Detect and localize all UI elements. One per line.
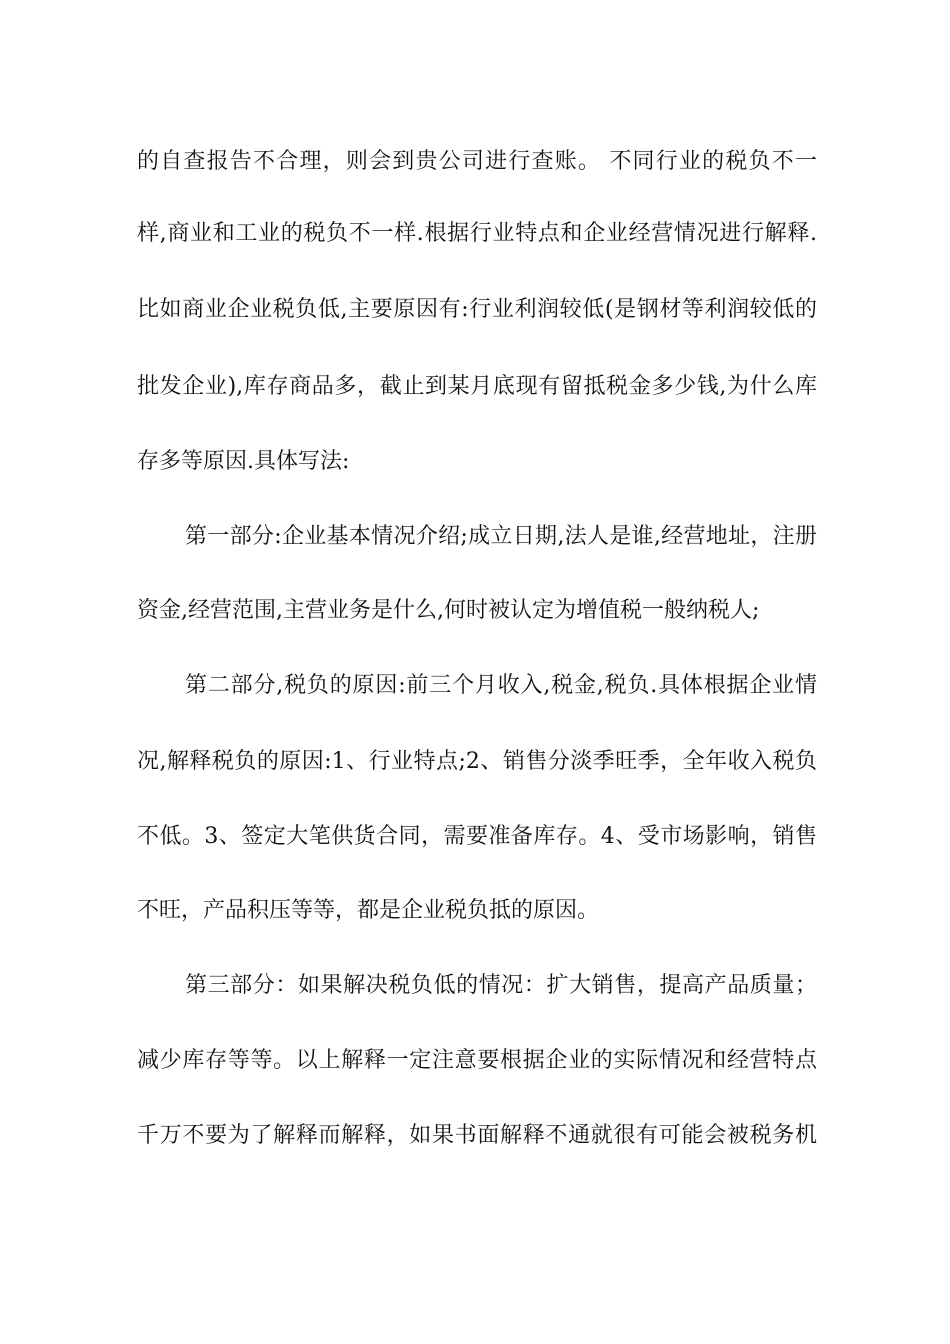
text-line-6: 第一部分:企业基本情况介绍;成立日期,法人是谁,经营地址，注册 [185, 524, 817, 549]
text-line-4: 批发企业),库存商品多，截止到某月底现有留抵税金多少钱,为什么库 [137, 374, 817, 399]
text-line-1: 的自查报告不合理，则会到贵公司进行查账。 不同行业的税负不一 [137, 149, 817, 174]
text-line-2: 样,商业和工业的税负不一样.根据行业特点和企业经营情况进行解释. [137, 221, 817, 246]
text-line-14: 千万不要为了解释而解释，如果书面解释不通就很有可能会被税务机 [137, 1123, 817, 1148]
text-line-11: 不旺，产品积压等等，都是企业税负抵的原因。 [137, 898, 600, 923]
text-line-13: 减少库存等等。以上解释一定注意要根据企业的实际情况和经营特点 [137, 1048, 817, 1073]
text-line-12: 第三部分：如果解决税负低的情况：扩大销售，提高产品质量； [185, 973, 817, 998]
text-line-9: 况,解释税负的原因:1、行业特点;2、销售分淡季旺季，全年收入税负 [137, 749, 817, 774]
text-line-8: 第二部分,税负的原因:前三个月收入,税金,税负.具体根据企业情 [185, 673, 817, 698]
text-line-5: 存多等原因.具体写法: [137, 449, 350, 474]
text-line-10: 不低。3、签定大笔供货合同，需要准备库存。4、受市场影响，销售 [137, 824, 817, 849]
text-line-7: 资金,经营范围,主营业务是什么,何时被认定为增值税一般纳税人; [137, 598, 760, 623]
text-line-3: 比如商业企业税负低,主要原因有:行业利润较低(是钢材等利润较低的 [137, 297, 817, 322]
